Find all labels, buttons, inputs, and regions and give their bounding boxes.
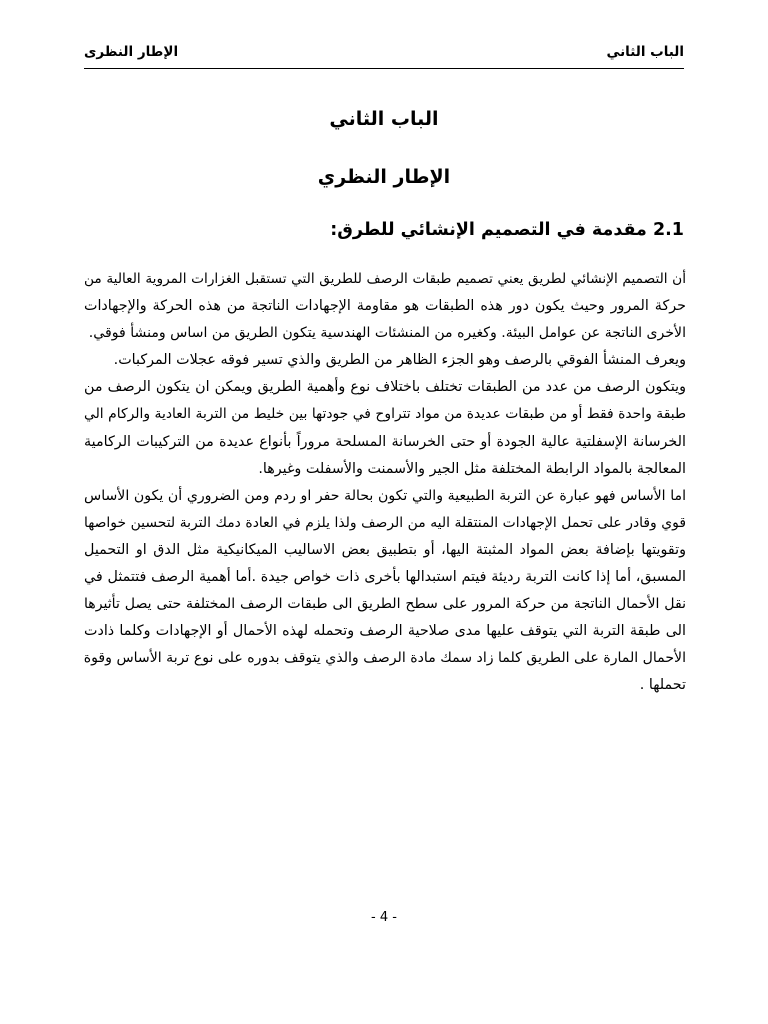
body-line: تحملها . <box>639 677 686 694</box>
page-number: - 4 - <box>371 910 397 925</box>
section-heading: 2.1 مقدمة في التصميم الإنشائي للطرق: <box>330 220 684 240</box>
running-header <box>84 44 684 68</box>
chapter-subtitle: الإطار النظري <box>317 166 451 188</box>
body-text <box>84 266 686 700</box>
body-line: وتقويتها بإضافة بعض المواد المثبتة اليها، أو بتطبيق بعض الاساليب الميكانيكية مثل الدق او التحميل <box>84 541 686 558</box>
body-line: اما الأساس فهو عبارة عن التربة الطبيعية والتي تكون بحالة حفر او ردم ومن الضروري أن يكون الأساس <box>84 487 686 504</box>
body-line: الأخرى الناتجة عن عوامل البيئة. وكغيره من المنشئات الهندسية يتكون الطريق من اساس ومنشأ فوقي. <box>88 325 686 342</box>
body-line: المسبق، أما إذا كانت التربة رديئة فيتم استبدالها بأخرى ذات خواص جيدة .أما أهمية الرصف فتتمثل في <box>84 569 686 586</box>
body-line: المعالجة بالمواد الرابطة المختلفة مثل الجير والأسمنت والأسفلت وغيرها. <box>258 460 686 477</box>
chapter-title: الباب الثاني <box>329 108 439 130</box>
body-line: الخرسانة الإسفلتية عالية الجودة أو حتى الخرسانة المسلحة مروراً بأنواع عديدة من التركيبات الركامية <box>84 433 686 450</box>
body-line: ويعرف المنشأ الفوقي بالرصف وهو الجزء الظاهر من الطريق والذي تسير فوقه عجلات المركبات. <box>113 352 686 369</box>
header-section-label: الإطار النظرى <box>84 44 179 60</box>
body-line: أن التصميم الإنشائي لطريق يعني تصميم طبقات الرصف للطريق التي تستقبل الغزارات المروية العالية من <box>84 271 686 287</box>
body-line: الى طبقة التربة التي يتوقف عليها مدى صلاحية الرصف وتحمله لهذه الأحمال أو الإجهادات وكلما ذادت <box>84 623 686 640</box>
header-chapter-label: الباب الثاني <box>606 44 684 60</box>
body-line: قوي وقادر على تحمل الإجهادات المنتقلة اليه من الرصف ولذا يلزم في العادة دمك التربة لتحسين خواصها <box>84 514 686 531</box>
body-line: ويتكون الرصف من عدد من الطبقات تختلف باختلاف نوع وأهمية الطريق ويمكن ان يتكون الرصف من <box>84 379 686 396</box>
header-divider <box>84 68 684 69</box>
body-line: طبقة واحدة فقط أو من طبقات عديدة من مواد تتراوح في جودتها بين خليط من التربة العادية والركام الي <box>84 406 686 423</box>
body-line: نقل الأحمال الناتجة من حركة المرور على سطح الطريق الى طبقات الرصف المختلفة حتى يصل تأثيرها <box>84 596 686 613</box>
body-line: الأحمال المارة على الطريق كلما زاد سمك مادة الرصف والذي يتوقف بدوره على نوع تربة الأساس وقوة <box>84 650 686 667</box>
body-line: حركة المرور وحيث يكون دور هذه الطبقات هو مقاومة الإجهادات الناتجة من هذه الحركة والإجهادات <box>84 298 686 315</box>
